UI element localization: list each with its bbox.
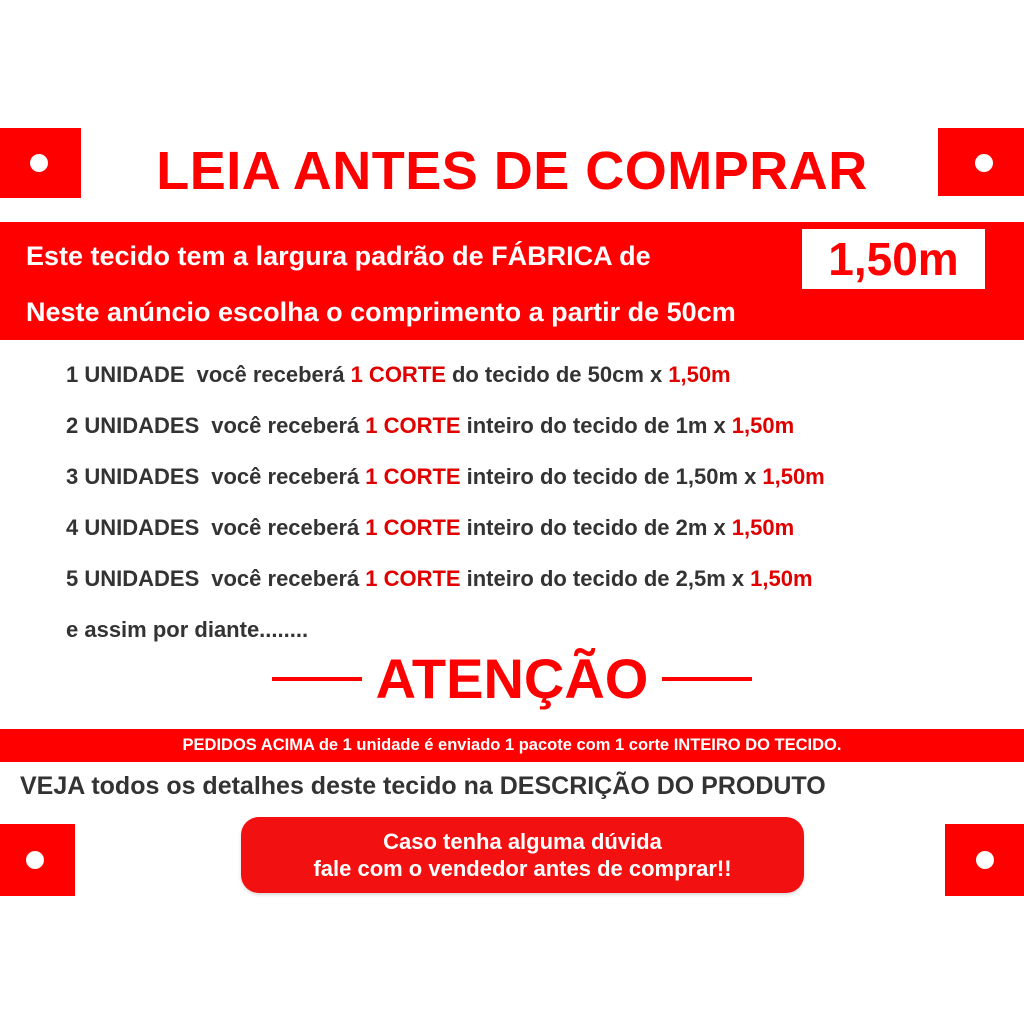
width-info-line: Este tecido tem a largura padrão de FÁBRICA de <box>26 241 651 271</box>
unit-text: você receberá <box>211 413 360 438</box>
and-so-on-text: e assim por diante........ <box>66 617 309 642</box>
unit-text: você receberá <box>196 362 345 387</box>
width-value-badge: 1,50m <box>802 229 985 289</box>
attention-heading <box>0 646 1024 711</box>
unit-corte: 1 CORTE <box>365 515 461 540</box>
list-item <box>66 411 825 462</box>
corner-marker-bottom-left <box>0 824 75 896</box>
unit-corte: 1 CORTE <box>365 566 461 591</box>
length-info-line: Neste anúncio escolha o comprimento a partir de 50cm <box>26 297 736 327</box>
contact-line-1: Caso tenha alguma dúvida <box>383 829 662 854</box>
unit-desc: inteiro do tecido de 2m x <box>466 515 726 540</box>
orders-notice: PEDIDOS ACIMA de 1 unidade é enviado 1 pacote com 1 corte INTEIRO DO TECIDO. <box>0 729 1024 762</box>
list-item <box>66 360 825 411</box>
unit-desc: inteiro do tecido de 2,5m x <box>466 566 745 591</box>
unit-qty: 5 UNIDADES <box>66 566 200 591</box>
attention-text: ATENÇÃO <box>375 647 649 710</box>
unit-desc: inteiro do tecido de 1m x <box>466 413 726 438</box>
unit-corte: 1 CORTE <box>365 413 461 438</box>
divider <box>272 677 362 681</box>
unit-qty: 2 UNIDADES <box>66 413 200 438</box>
contact-line-2: fale com o vendedor antes de comprar!! <box>313 856 732 881</box>
unit-width: 1,50m <box>731 413 795 438</box>
list-item <box>66 564 825 615</box>
corner-dot <box>26 851 44 869</box>
corner-marker-bottom-right <box>945 824 1024 896</box>
unit-corte: 1 CORTE <box>365 464 461 489</box>
unit-qty: 1 UNIDADE <box>66 362 185 387</box>
unit-text: você receberá <box>211 515 360 540</box>
corner-dot <box>976 851 994 869</box>
list-item <box>66 462 825 513</box>
page-title: LEIA ANTES DE COMPRAR <box>156 141 868 201</box>
unit-qty: 4 UNIDADES <box>66 515 200 540</box>
unit-desc: inteiro do tecido de 1,50m x <box>466 464 757 489</box>
details-text: VEJA todos os detalhes deste tecido na DESCRIÇÃO DO PRODUTO <box>20 772 826 800</box>
unit-width: 1,50m <box>731 515 795 540</box>
list-item <box>66 513 825 564</box>
unit-text: você receberá <box>211 464 360 489</box>
unit-width: 1,50m <box>762 464 825 489</box>
unit-corte: 1 CORTE <box>350 362 446 387</box>
divider <box>662 677 752 681</box>
unit-desc: do tecido de 50cm x <box>451 362 663 387</box>
unit-width: 1,50m <box>668 362 731 387</box>
unit-text: você receberá <box>211 566 360 591</box>
unit-width: 1,50m <box>750 566 813 591</box>
unit-qty: 3 UNIDADES <box>66 464 200 489</box>
contact-seller-button[interactable] <box>241 817 804 893</box>
units-list <box>66 360 825 666</box>
